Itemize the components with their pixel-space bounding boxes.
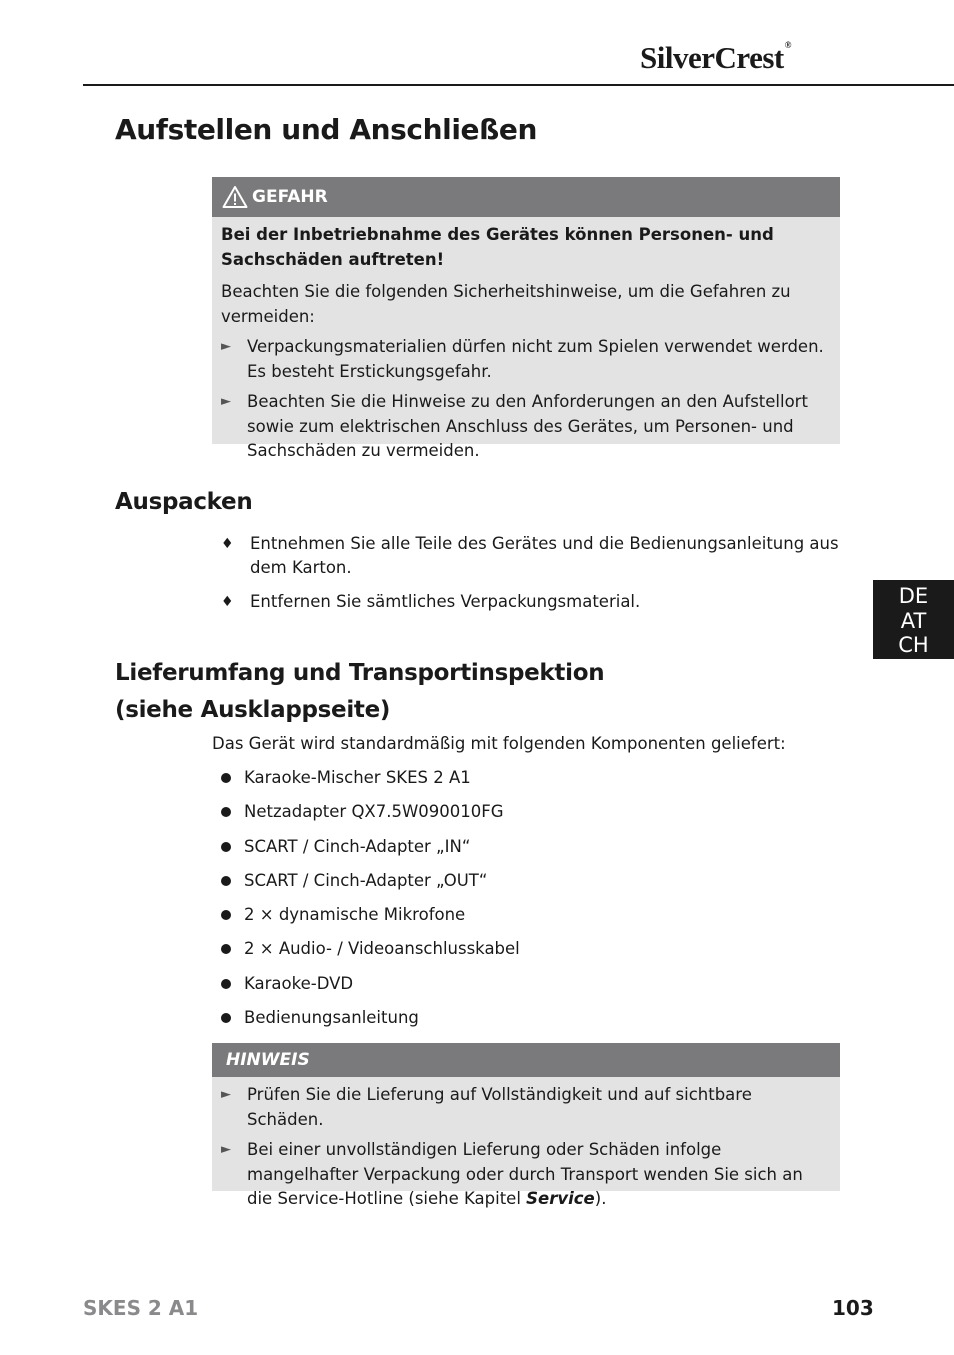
- note-box: [212, 1043, 840, 1208]
- delivery-item-text: 2 × dynamische Mikrofone: [244, 905, 466, 924]
- delivery-item: [221, 937, 520, 961]
- danger-box-header: [212, 177, 840, 217]
- arrow-bullet-icon: ►: [221, 1087, 231, 1102]
- brand-name: SilverCrest: [640, 40, 784, 75]
- dot-bullet-icon: [221, 876, 231, 886]
- delivery-item: [221, 972, 353, 996]
- danger-intro: Beachten Sie die folgenden Sicherheitshinweise, um die Gefahren zu vermeiden:: [221, 282, 791, 326]
- dot-bullet-icon: [221, 773, 231, 783]
- delivery-item-text: Karaoke-Mischer SKES 2 A1: [244, 768, 471, 787]
- delivery-item: [221, 869, 487, 893]
- silvercrest-logo: [640, 40, 791, 76]
- arrow-bullet-icon: ►: [221, 339, 231, 354]
- diamond-bullet-icon: ♦: [221, 594, 234, 610]
- delivery-item: [221, 800, 504, 824]
- language-de: DE: [898, 584, 929, 608]
- delivery-item: [221, 1006, 419, 1030]
- danger-lead: Bei der Inbetriebnahme des Gerätes können Personen- und Sachschäden auftreten!: [221, 225, 774, 269]
- footer-model: SKES 2 A1: [83, 1296, 199, 1320]
- dot-bullet-icon: [221, 1013, 231, 1023]
- delivery-heading-line1: Lieferumfang und Transportinspektion: [115, 660, 605, 686]
- dot-bullet-icon: [221, 944, 231, 954]
- delivery-item-text: SCART / Cinch-Adapter „OUT“: [244, 871, 488, 890]
- note-box-header: [212, 1043, 840, 1077]
- danger-item-text: Beachten Sie die Hinweise zu den Anforderungen an den Aufstellort sowie zum elektrischen Anschluss des Gerätes, um Personen- und Sachschäden zu vermeiden.: [247, 392, 808, 460]
- warning-triangle-icon: [222, 185, 248, 209]
- dot-bullet-icon: [221, 807, 231, 817]
- delivery-item-text: 2 × Audio- / Videoanschlusskabel: [244, 939, 520, 958]
- language-at: AT: [900, 608, 927, 633]
- danger-label: GEFAHR: [252, 187, 328, 207]
- note-label: HINWEIS: [226, 1050, 310, 1070]
- arrow-bullet-icon: ►: [221, 394, 231, 409]
- danger-item-line2: Es besteht Erstickungsgefahr.: [247, 361, 492, 381]
- unpacking-item: [221, 590, 841, 614]
- note-item: [221, 1083, 832, 1132]
- delivery-intro: Das Gerät wird standardmäßig mit folgenden Komponenten geliefert:: [212, 734, 786, 753]
- note-box-body: [212, 1077, 840, 1218]
- delivery-item: [221, 903, 465, 927]
- arrow-bullet-icon: ►: [221, 1142, 231, 1157]
- dot-bullet-icon: [221, 979, 231, 989]
- note-item-text: Bei einer unvollständigen Lieferung oder Schäden infolge mangelhafter Verpackung oder durch Transport wenden Sie sich an die Service-Hotline (siehe Kapitel: [247, 1140, 803, 1208]
- page-title: Aufstellen und Anschließen: [115, 113, 538, 146]
- delivery-item: [221, 766, 471, 790]
- language-ch: CH: [898, 633, 929, 657]
- delivery-item-text: Karaoke-DVD: [244, 974, 354, 993]
- registered-mark: ®: [784, 40, 791, 50]
- unpacking-item-text: Entfernen Sie sämtliches Verpackungsmaterial.: [250, 592, 641, 611]
- unpacking-item: [221, 532, 841, 580]
- note-item-text: Prüfen Sie die Lieferung auf Vollständigkeit und auf sichtbare Schäden.: [247, 1085, 752, 1129]
- language-tab: [873, 580, 954, 659]
- header-rule: [83, 84, 954, 86]
- danger-item-line1: Verpackungsmaterialien dürfen nicht zum Spielen verwendet werden.: [247, 337, 824, 356]
- danger-box: [212, 177, 840, 460]
- delivery-item-text: Bedienungsanleitung: [244, 1008, 419, 1027]
- delivery-item: [221, 835, 470, 859]
- page-number: 103: [832, 1296, 874, 1320]
- danger-item: [221, 390, 832, 464]
- delivery-heading-line2: (siehe Ausklappseite): [115, 697, 391, 723]
- note-item-end: ).: [594, 1189, 607, 1208]
- delivery-heading: [115, 655, 604, 729]
- dot-bullet-icon: [221, 842, 231, 852]
- delivery-item-text: Netzadapter QX7.5W090010FG: [244, 802, 504, 821]
- danger-item: [221, 335, 832, 384]
- unpacking-item-text: Entnehmen Sie alle Teile des Gerätes und die Bedienungsanleitung aus dem Karton.: [250, 534, 839, 577]
- danger-box-body: [212, 217, 840, 470]
- dot-bullet-icon: [221, 910, 231, 920]
- delivery-item-text: SCART / Cinch-Adapter „IN“: [244, 837, 471, 856]
- diamond-bullet-icon: ♦: [221, 536, 234, 552]
- unpacking-heading: Auspacken: [115, 489, 253, 515]
- service-chapter-reference: Service: [526, 1189, 595, 1208]
- note-item: [221, 1138, 832, 1212]
